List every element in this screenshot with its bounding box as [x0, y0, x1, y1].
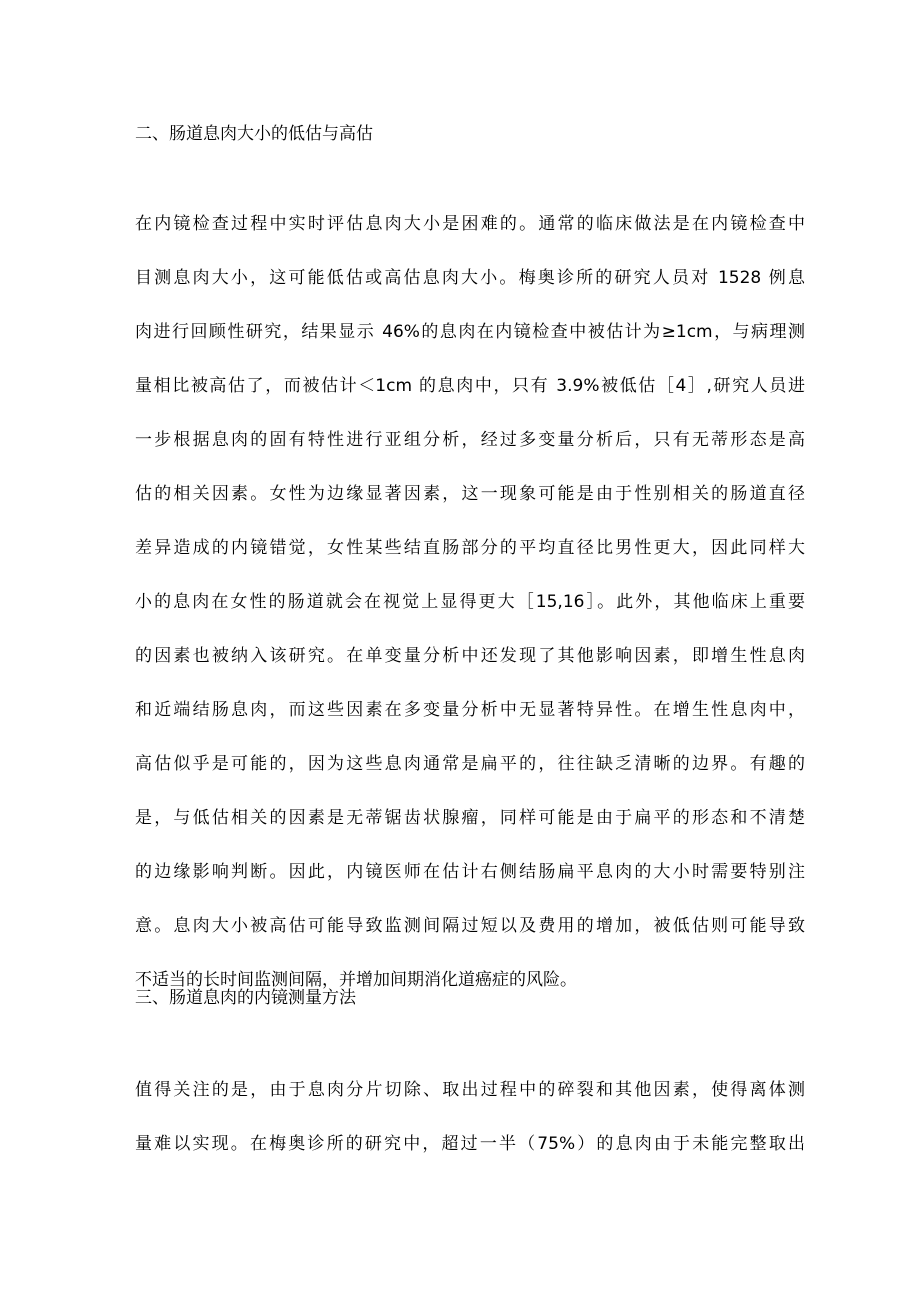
text-line: 量相比被高估了，而被估计＜1cm 的息肉中，只有 3.9%被低估［4］,研究人员进 — [135, 376, 805, 396]
text-line: 不适当的长时间监测间隔，并增加间期消化道癌症的风险。 — [135, 970, 577, 990]
paragraph-measurement-methods — [135, 1080, 805, 1188]
text-line: 估的相关因素。女性为边缘显著因素，这一现象可能是由于性别相关的肠道直径 — [135, 484, 805, 504]
text-line: 值得关注的是，由于息肉分片切除、取出过程中的碎裂和其他因素，使得离体测 — [135, 1080, 805, 1100]
text-line: 在内镜检查过程中实时评估息肉大小是困难的。通常的临床做法是在内镜检查中 — [135, 214, 805, 234]
text-line: 差异造成的内镜错觉，女性某些结直肠部分的平均直径比男性更大，因此同样大 — [135, 538, 805, 558]
paragraph-size-estimation — [135, 214, 805, 1024]
text-line: 一步根据息肉的固有特性进行亚组分析，经过多变量分析后，只有无蒂形态是高 — [135, 430, 805, 450]
text-line: 肉进行回顾性研究，结果显示 46%的息肉在内镜检查中被估计为≥1cm，与病理测 — [135, 322, 805, 342]
text-line: 是，与低估相关的因素是无蒂锯齿状腺瘤，同样可能是由于扁平的形态和不清楚 — [135, 808, 805, 828]
text-line: 小的息肉在女性的肠道就会在视觉上显得更大［15,16］。此外，其他临床上重要 — [135, 592, 805, 612]
section-heading-measurement-methods: 三、肠道息肉的内镜测量方法 — [135, 988, 356, 1008]
section-heading-size-estimation: 二、肠道息肉大小的低估与高估 — [135, 124, 373, 144]
text-line: 意。息肉大小被高估可能导致监测间隔过短以及费用的增加，被低估则可能导致 — [135, 916, 805, 936]
text-line: 目测息肉大小，这可能低估或高估息肉大小。梅奥诊所的研究人员对 1528 例息 — [135, 268, 805, 288]
text-line: 的边缘影响判断。因此，内镜医师在估计右侧结肠扁平息肉的大小时需要特别注 — [135, 862, 805, 882]
text-line: 量难以实现。在梅奥诊所的研究中，超过一半（75%）的息肉由于未能完整取出 — [135, 1134, 805, 1154]
text-line: 的因素也被纳入该研究。在单变量分析中还发现了其他影响因素，即增生性息肉 — [135, 646, 805, 666]
text-line: 高估似乎是可能的，因为这些息肉通常是扁平的，往往缺乏清晰的边界。有趣的 — [135, 754, 805, 774]
text-line: 和近端结肠息肉，而这些因素在多变量分析中无显著特异性。在增生性息肉中， — [135, 700, 805, 720]
